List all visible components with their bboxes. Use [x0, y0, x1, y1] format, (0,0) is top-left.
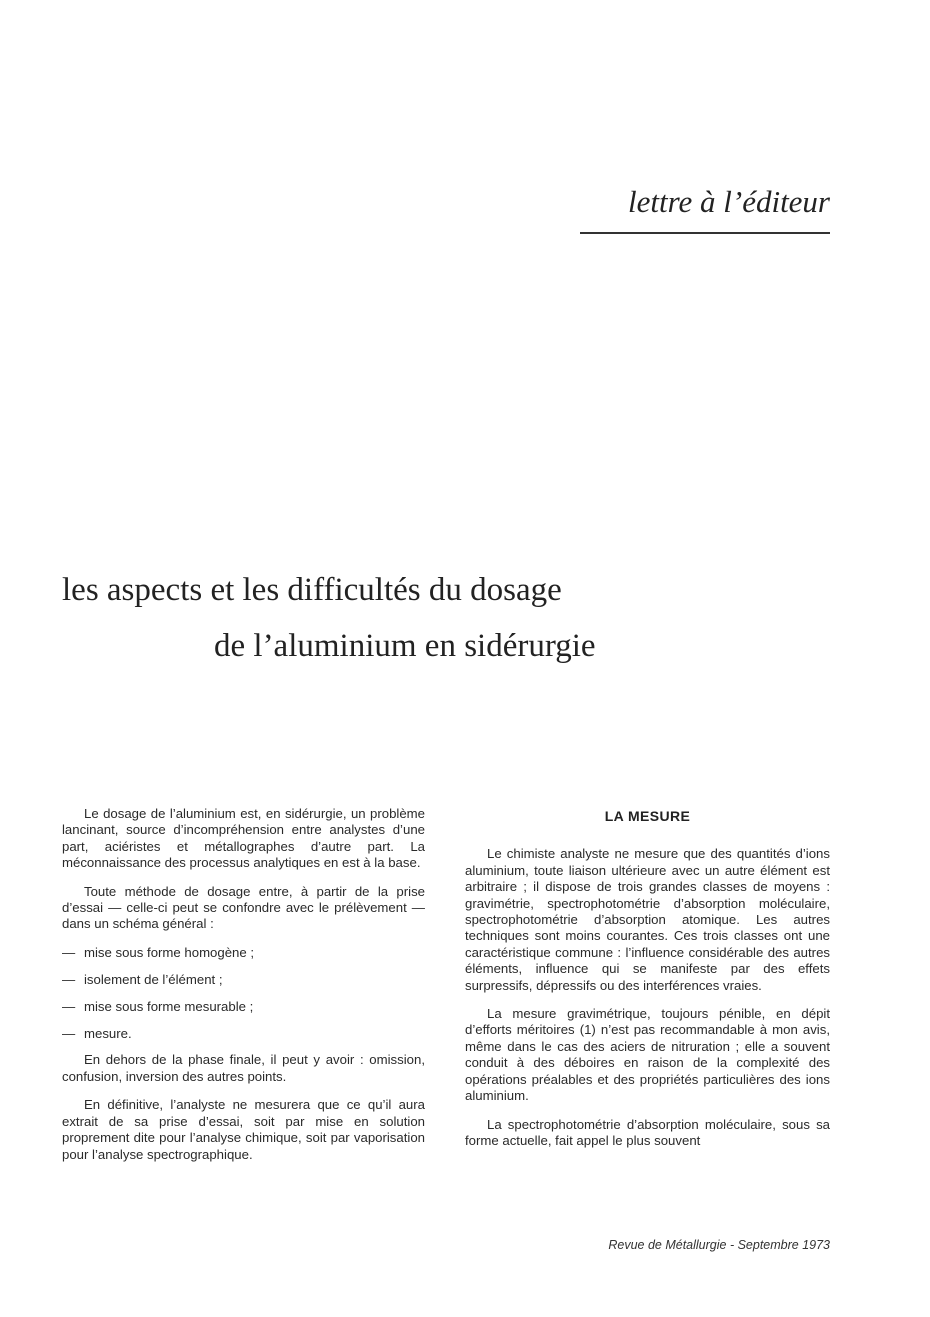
paragraph: Le chimiste analyste ne mesure que des quantités d’ions aluminium, toute liaison ultérieure avec un autre élément est arbitraire ; il dispose de trois grandes classes de moyens : gravimétrie, spectrophotométrie d’absorption moléculaire, spectrophotométrie d’absorption atomique. Les autres techniques sont moins courantes. Ces trois classes ont une caractéristique commune : l’influence considérable des autres éléments, influence qui se manifeste par des effets surpressifs, dépressifs ou des interférences vraies. — [465, 846, 830, 993]
paragraph: En dehors de la phase finale, il peut y avoir : omission, confusion, inversion des autres points. — [62, 1052, 425, 1084]
list-item-text: mise sous forme mesurable ; — [84, 998, 254, 1014]
right-column — [465, 806, 830, 1161]
section-rule — [580, 232, 830, 234]
paragraph: La spectrophotométrie d’absorption moléculaire, sous sa forme actuelle, fait appel le plus souvent — [465, 1116, 830, 1148]
list-item — [62, 999, 425, 1015]
section-label: lettre à l’éditeur — [627, 184, 830, 219]
list-item-text: isolement de l’élément ; — [84, 971, 223, 987]
title-line-2: de l’aluminium en sidérurgie — [214, 628, 596, 664]
step-list — [62, 945, 425, 1042]
title-line-1: les aspects et les difficultés du dosage — [62, 572, 562, 608]
section-heading: LA MESURE — [604, 808, 691, 824]
paragraph: Toute méthode de dosage entre, à partir de la prise d’essai — celle-ci peut se confondre avec le prélèvement — dans un schéma général : — [62, 883, 425, 932]
article-title — [62, 562, 702, 674]
dash-bullet: — — [62, 971, 76, 987]
left-column — [62, 806, 425, 1175]
list-item-text: mesure. — [84, 1025, 132, 1041]
paragraph: Le dosage de l’aluminium est, en sidérurgie, un problème lancinant, source d’incompréhension entre analystes d’une part, aciéristes et métallographes d’autre part. La méconnaissance des processus analytiques en est à la base. — [62, 806, 425, 871]
list-item-text: mise sous forme homogène ; — [84, 944, 255, 960]
list-item — [62, 972, 425, 988]
paragraph: En définitive, l’analyste ne mesurera que ce qu’il aura extrait de sa prise d’essai, soit par mise en solution proprement dite pour l’analyse chimique, soit par vaporisation pour l’analyse spectrographique. — [62, 1097, 425, 1162]
paragraph: La mesure gravimétrique, toujours pénible, en dépit d’efforts méritoires (1) n’est pas recommandable à mon avis, même dans le cas des aciers de nitruration ; elle a souvent conduit à des déboires en raison de la complexité des opérations préalables et des propriétés particulières des ions aluminium. — [465, 1006, 830, 1104]
dash-bullet: — — [62, 1025, 76, 1041]
journal-footer: Revue de Métallurgie - Septembre 1973 — [608, 1238, 830, 1252]
dash-bullet: — — [62, 944, 76, 960]
list-item — [62, 1026, 425, 1042]
dash-bullet: — — [62, 998, 76, 1014]
list-item — [62, 945, 425, 961]
